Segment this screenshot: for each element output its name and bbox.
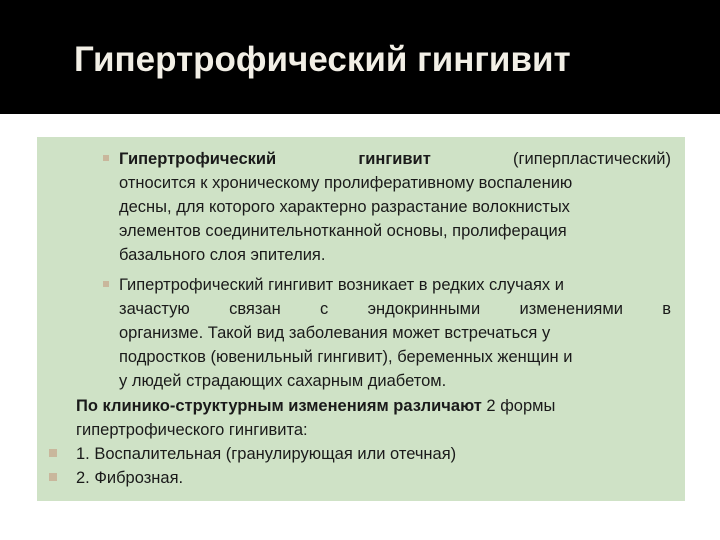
bullet-square-icon	[103, 281, 109, 287]
bullet-square-icon	[103, 155, 109, 161]
para2-line-3: организме. Такой вид заболевания может встречаться у	[119, 324, 551, 342]
para1-bold-term: Гипертрофический гингивит	[119, 150, 431, 168]
bullet-square-icon	[49, 473, 57, 481]
para2-line-5: у людей страдающих сахарным диабетом.	[119, 372, 447, 390]
para3-bold: По клинико-структурным изменениям различают	[76, 397, 482, 415]
title-bar	[0, 0, 720, 112]
para1-line-4: элементов соединительнотканной основы, пролиферация	[119, 222, 567, 240]
form-item-2: 2. Фиброзная.	[76, 469, 184, 487]
para2-line-4: подростков (ювенильный гингивит), беременных женщин и	[119, 348, 573, 366]
para2-line-1: Гипертрофический гингивит возникает в редких случаях и	[119, 276, 564, 294]
para2-line-2: зачастую связан с эндокринными изменениями в	[119, 300, 671, 318]
para3-line-2: гипертрофического гингивита:	[76, 421, 308, 439]
slide-title: Гипертрофический гингивит	[74, 40, 571, 79]
para1-line-2: относится к хроническому пролиферативному воспалению	[119, 174, 573, 192]
para1-line-5: базального слоя эпителия.	[119, 246, 326, 264]
para1-line-1	[119, 148, 671, 170]
bullet-square-icon	[49, 449, 57, 457]
form-item-1: 1. Воспалительная (гранулирующая или отечная)	[76, 445, 457, 463]
para3-rest: 2 формы	[481, 397, 556, 415]
para3-line-1	[76, 395, 555, 417]
para1-line-3: десны, для которого характерно разрастание волокнистых	[119, 198, 570, 216]
para1-first-line-rest: (гиперпластический)	[513, 150, 671, 168]
